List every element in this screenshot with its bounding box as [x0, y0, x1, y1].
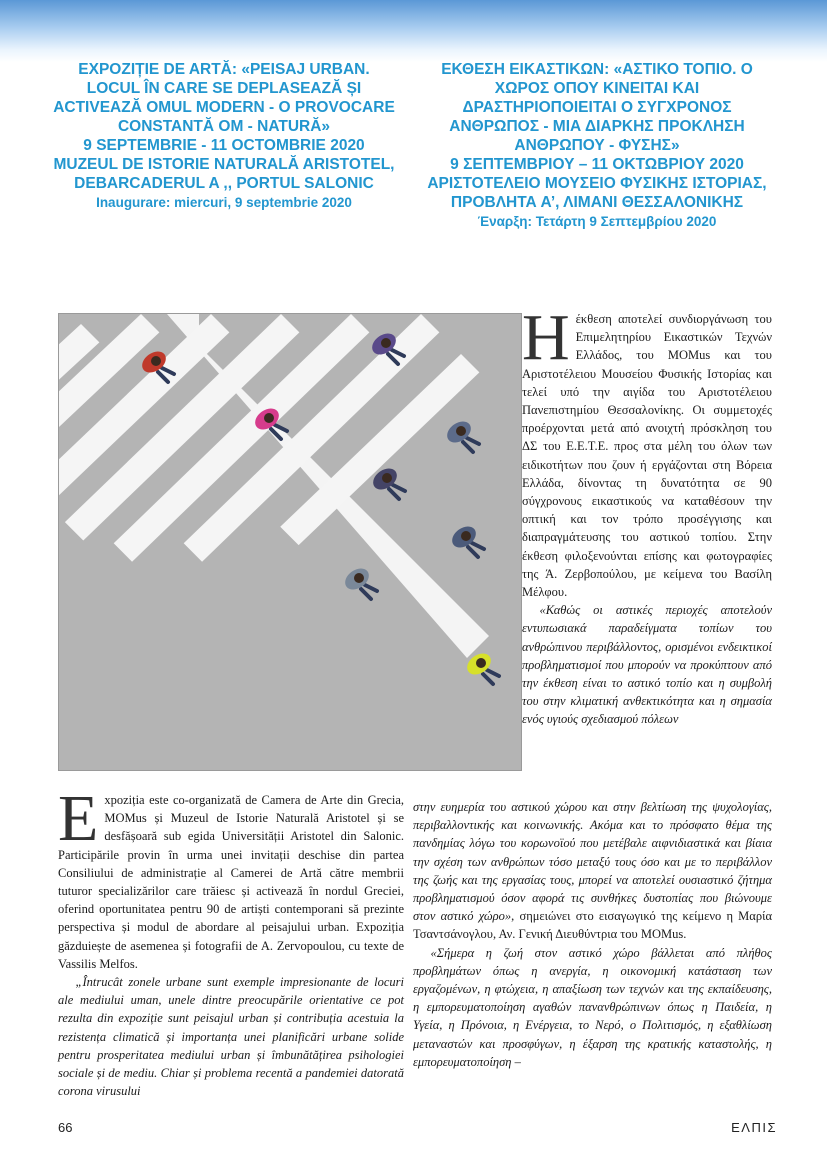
romanian-exhibition-dates: 9 SEPTEMBRIE - 11 OCTOMBRIE 2020 [83, 137, 365, 154]
pedestrian-head [264, 413, 274, 423]
romanian-paragraph-1: xpoziția este co-organizată de Camera de Arte din Grecia, MOMus și Muzeul de Istorie Naturală Aristotel și se desfășoară sub egida Universității Aristotel din Salonic. Participările provin în urma unei invitații deschise din partea Consiliului de administrație al Camerei de Artă către membrii tuturor specializărilor care trăiesc și activează în nordul Greciei, oferind oportunitatea pentru 90 de artiști contemporani să prezinte perspectiva și modul de abordare al peisajului urban. Expoziția găzduiește de asemenea și fotografii de A. Zervopoulou, cu texte de Vassilis Melfos. [58, 793, 404, 971]
romanian-paragraph-2: „Întrucât zonele urbane sunt exemple impresionante de locuri ale mediului uman, unele dintre preocupările orientative ce pot rezulta din expoziție sunt peisajul urban și contribuția acestuia la rezistența climatică și importanța unei planificări urbane solide pentru prosperitatea mediului urban și îmbunătățirea psihologiei sociale și de mediu. Chiar și problema recentă a pandemiei datorată corona virusului [58, 975, 404, 1099]
pedestrian-head [461, 531, 471, 541]
greek-paragraph-3: «Σήμερα η ζωή στον αστικό χώρο βάλλεται από πλήθος προβλημάτων όπως η ανεργία, η οικονομική κατάσταση των εργαζομένων, η φτώχεια, η απαξίωση των τεχνών και της εκπαίδευσης, η εμπορευματοποίηση αγαθών πανανθρώπινων όπως η Παιδεία, η Υγεία, η Πρόνοια, η Ενέργεια, το Νερό, ο Πολιτισμός, η εξαθλίωση μεταναστών και προσφύγων, η έξαρση της κρατικής καταστολής, η εμπορευματοποίηση – [413, 945, 772, 1069]
greek-column-upper [522, 301, 772, 729]
romanian-exhibition-venue: MUZEUL DE ISTORIE NATURALĂ ARISTOTEL, DEBARCADERUL A ,, PORTUL SALONIC [53, 156, 395, 192]
greek-exhibition-dates: 9 ΣΕΠΤΕΜΒΡΙΟΥ – 11 ΟΚΤΩΒΡΙΟΥ 2020 [450, 156, 744, 173]
romanian-exhibition-title: EXPOZIȚIE DE ARTĂ: «PEISAJ URBAN. LOCUL ÎN CARE SE DEPLASEAZĂ ȘI ACTIVEAZĂ OMUL MODERN - O PROVOCARE CONSTANTĂ OM - NATURĂ» [53, 61, 395, 135]
crosswalk-photo [58, 313, 522, 771]
top-gradient-band [0, 0, 827, 62]
romanian-title-block [52, 60, 396, 211]
pedestrian-head [476, 658, 486, 668]
magazine-name: ΕΛΠΙΣ [731, 1120, 777, 1135]
page-number: 66 [58, 1120, 73, 1135]
greek-paragraph-2-attribution: , σημειώνει στο εισαγωγικό της κείμενο η Μαρία Τσαντσάνογλου, Αν. Γενική Διευθύντρια του MOMus. [413, 909, 772, 942]
romanian-dropcap: E [58, 782, 99, 855]
greek-paragraph-1: έκθεση αποτελεί συνδιοργάνωση του Επιμελητηρίου Εικαστικών Τεχνών Ελλάδος, του MOMus και του Αριστοτέλειου Μουσείου Φυσικής Ιστορίας και τελεί υπό την αιγίδα του Αριστοτέλειου Πανεπιστημίου Θεσσαλονίκης. Οι συμμετοχές προέρχονται μετά από ανοιχτή πρόσκληση του ΔΣ του Ε.Ε.Τ.Ε. προς στα μέλη του όλων των ειδικοτήτων που ζουν ή εργάζονται στη Βόρεια Ελλάδα, δίνοντας τη δυνατότητα σε 90 σύγχρονους εικαστικούς να καταθέσουν την οπτική και τον τρόπο προσέγγισης και διαπραγμάτευσης του αστικού τοπίου. Στην έκθεση φιλοξενούνται επίσης και φωτογραφίες της Ά. Ζερβοπούλου, με κείμενα του Βασίλη Μέλφου. [522, 312, 772, 600]
romanian-column [58, 782, 404, 1100]
greek-paragraph-2-continued: στην ευημερία του αστικού χώρου και στην βελτίωση της ψυχολογίας, περιβαλλοντικής και κοινωνικής. Ακόμα και το πρόσφατο θέμα της πανδημίας λόγω του κορωνοϊού που μετέβαλε αιφνιδιαστικά και βίαια την σχέση των ανθρώπων τόσο μεταξύ τους όσο και με το περιβάλλον της ζωής και της εργασίας τους, μπορεί να αποτελεί ουσιαστικό ζήτημα προβληματισμού όσον αφορά τις συνθήκες δυστοπίας που βιώνουμε στον αστικό χώρο» [413, 800, 772, 924]
greek-exhibition-title: ΕΚΘΕΣΗ ΕΙΚΑΣΤΙΚΩΝ: «ΑΣΤΙΚΟ ΤΟΠΙΟ. Ο ΧΩΡΟΣ ΟΠΟΥ ΚΙΝΕΙΤΑΙ ΚΑΙ ΔΡΑΣΤΗΡΙΟΠΟΙΕΙΤΑΙ Ο ΣΥΓΧΡΟΝΟΣ ΑΝΘΡΩΠΟΣ - ΜΙΑ ΔΙΑΡΚΗΣ ΠΡΟΚΛΗΣΗ ΑΝΘΡΩΠΟΥ - ΦΥΣΗΣ» [441, 61, 753, 154]
romanian-opening-date: Inaugurare: miercuri, 9 septembrie 2020 [96, 195, 352, 210]
greek-column-lower [413, 798, 772, 1071]
pedestrian-head [382, 473, 392, 483]
pedestrian-head [456, 426, 466, 436]
greek-dropcap: Η [522, 301, 570, 374]
pedestrian-head [151, 356, 161, 366]
greek-paragraph-2-start: «Καθώς οι αστικές περιοχές αποτελούν εντυπωσιακά παραδείγματα τοπίων του ανθρώπινου περιβάλλοντος, ορισμένοι ενδεικτικοί προβληματισμοί που μπορούν να προκύπτουν από την έκθεση είναι το αστικό τοπίο και η συμβολή του στην κλιματική ανθεκτικότητα και η σημασία ενός υγιούς σχεδιασμού πόλεων [522, 603, 772, 727]
crosswalk-illustration [59, 314, 521, 770]
pedestrian-head [354, 573, 364, 583]
greek-opening-date: Έναρξη: Τετάρτη 9 Σεπτεμβρίου 2020 [477, 214, 717, 229]
greek-exhibition-venue: ΑΡΙΣΤΟΤΕΛΕΙΟ ΜΟΥΣΕΙΟ ΦΥΣΙΚΗΣ ΙΣΤΟΡΙΑΣ, ΠΡΟΒΛΗΤΑ Α’, ΛΙΜΑΝΙ ΘΕΣΣΑΛΟΝΙΚΗΣ [427, 175, 767, 211]
greek-title-block [417, 60, 777, 230]
pedestrian-head [381, 338, 391, 348]
